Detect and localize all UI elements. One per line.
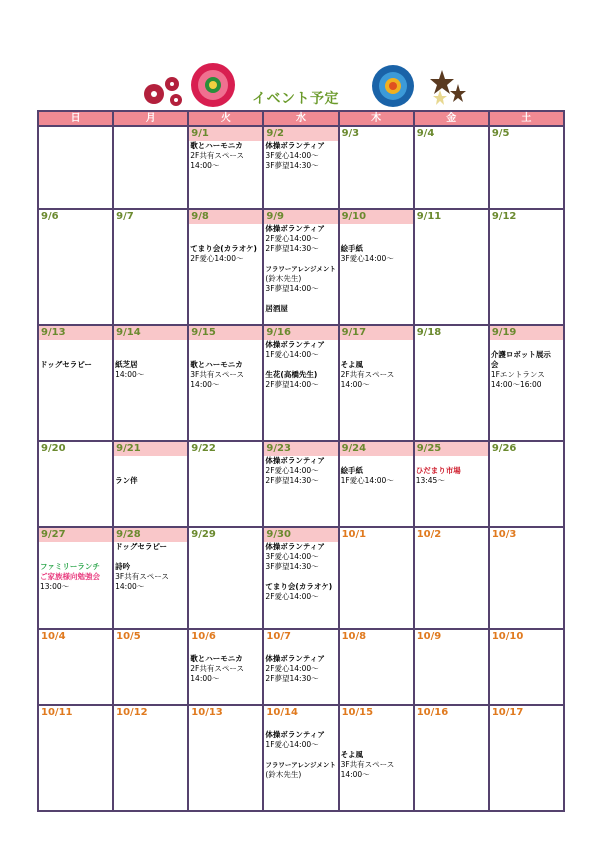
day-cell[interactable]: [414, 325, 489, 441]
day-cell[interactable]: [339, 126, 414, 209]
day-date: 10/9: [416, 631, 442, 642]
event-line: [114, 552, 187, 562]
page-header: [0, 60, 595, 110]
weekday-tue: 火: [188, 111, 263, 126]
day-cell[interactable]: [263, 705, 338, 811]
day-cell[interactable]: [263, 209, 338, 325]
weekday-sat: 土: [489, 111, 564, 126]
event-line: 2F共有スペース: [190, 664, 244, 673]
event-line: 介護ロボット展示: [490, 350, 551, 359]
day-cell[interactable]: [188, 126, 263, 209]
event-line: 13:00～: [40, 582, 70, 591]
day-cell[interactable]: [113, 629, 188, 705]
week-row: [38, 126, 564, 209]
event-line: 1Fエントランス: [490, 370, 545, 379]
week-row: [38, 441, 564, 527]
week-row: [38, 209, 564, 325]
day-date: 9/28: [114, 528, 187, 542]
day-date: 10/1: [341, 529, 367, 540]
event-line: [189, 644, 262, 654]
event-line: [189, 350, 262, 360]
red-dahlia-icon: [190, 62, 236, 108]
day-cell[interactable]: [414, 629, 489, 705]
event-line: そよ風: [340, 750, 364, 759]
dark-star-flower-icon: [428, 68, 468, 108]
day-cell[interactable]: [339, 705, 414, 811]
event-line: 体操ボランティア: [265, 224, 325, 233]
day-date: 9/12: [491, 211, 517, 222]
event-line: 体操ボランティア: [265, 542, 325, 551]
event-line: [264, 254, 337, 264]
day-cell[interactable]: [339, 629, 414, 705]
event-line: てまり会(カラオケ): [190, 244, 257, 253]
day-cell[interactable]: [489, 527, 564, 629]
day-date: 9/4: [416, 128, 435, 139]
day-date: 10/10: [491, 631, 524, 642]
day-date: 9/17: [340, 326, 413, 340]
event-line: 歌とハーモニカ: [190, 141, 243, 150]
event-line: フラワーアレンジメント: [265, 761, 336, 769]
event-line: ファミリーランチ: [40, 562, 100, 571]
event-line: [340, 234, 413, 244]
event-line: 14:00～: [115, 582, 145, 591]
day-cell[interactable]: [113, 441, 188, 527]
event-line: 2F夢望14:30～: [265, 244, 319, 253]
event-line: [39, 350, 112, 360]
event-line: [114, 340, 187, 350]
event-line: 2F愛心14:00～: [265, 234, 319, 243]
day-cell[interactable]: [489, 209, 564, 325]
event-line: 紙芝居: [115, 360, 138, 369]
event-line: 3F共有スペース: [115, 572, 169, 581]
day-date: [114, 127, 187, 141]
day-date: 9/21: [114, 442, 187, 456]
event-line: [264, 572, 337, 582]
day-date: 10/6: [191, 631, 216, 642]
event-line: 2F夢望14:30～: [265, 476, 319, 485]
weekday-mon: 月: [113, 111, 188, 126]
day-cell[interactable]: [188, 629, 263, 705]
event-line: 2F愛心14:00～: [265, 664, 319, 673]
weekday-sun: 日: [38, 111, 113, 126]
day-cell[interactable]: [113, 705, 188, 811]
day-date: 10/13: [191, 707, 223, 718]
weekday-fri: 金: [414, 111, 489, 126]
event-line: [189, 234, 262, 244]
day-date: 10/11: [41, 707, 73, 718]
event-line: 3F共有スペース: [190, 370, 244, 379]
day-date: 9/20: [41, 443, 66, 454]
event-line: 3F夢望14:30～: [265, 161, 319, 170]
event-line: [39, 542, 112, 552]
day-cell[interactable]: [38, 209, 113, 325]
event-line: 14:00～16:00: [490, 380, 542, 389]
day-date: 9/8: [189, 210, 262, 224]
day-date: 9/29: [191, 529, 216, 540]
event-line: 3F夢望14:00～: [265, 284, 319, 293]
day-cell[interactable]: [38, 629, 113, 705]
day-cell[interactable]: [38, 126, 113, 209]
event-line: [264, 360, 337, 370]
day-cell[interactable]: [339, 209, 414, 325]
day-date: 9/19: [490, 326, 563, 340]
event-line: ご家族様向勉強会: [40, 572, 100, 581]
event-line: [114, 466, 187, 476]
event-line: 居酒屋: [265, 304, 288, 313]
day-date: 10/15: [341, 707, 374, 718]
event-line: ドッグセラピー: [115, 542, 168, 551]
day-cell[interactable]: [188, 527, 263, 629]
event-line: [189, 340, 262, 350]
event-line: (鈴木先生): [265, 770, 302, 779]
event-line: 絵手紙: [340, 466, 364, 475]
day-date: 10/2: [416, 529, 442, 540]
day-date: 10/7: [266, 631, 291, 642]
blue-flower-icon: [371, 64, 415, 108]
event-line: 詩吟: [115, 562, 131, 571]
day-date: [39, 127, 112, 141]
day-cell[interactable]: [113, 527, 188, 629]
day-cell[interactable]: [263, 325, 338, 441]
day-date: 9/24: [340, 442, 413, 456]
day-date: 9/6: [41, 211, 59, 222]
day-date: 10/4: [41, 631, 66, 642]
event-line: [340, 224, 413, 234]
event-line: 3F愛心14:00～: [265, 552, 319, 561]
day-date: 9/22: [191, 443, 216, 454]
event-line: [340, 340, 413, 350]
event-line: 13:45～: [415, 476, 445, 485]
day-cell[interactable]: [339, 527, 414, 629]
event-line: 体操ボランティア: [265, 456, 325, 465]
day-date: 9/26: [491, 443, 517, 454]
event-line: [39, 340, 112, 350]
day-date: 9/3: [341, 128, 360, 139]
day-cell[interactable]: [489, 705, 564, 811]
day-cell[interactable]: [339, 441, 414, 527]
day-cell[interactable]: [113, 126, 188, 209]
page-title: イベント予定: [252, 91, 339, 107]
day-date: 10/8: [341, 631, 367, 642]
day-cell[interactable]: [489, 629, 564, 705]
day-date: 9/9: [264, 210, 337, 224]
weekday-thu: 木: [339, 111, 414, 126]
event-line: 歌とハーモニカ: [190, 654, 243, 663]
week-row: [38, 527, 564, 629]
event-line: [340, 730, 413, 740]
week-row: [38, 705, 564, 811]
event-line: 2F夢望14:30～: [265, 674, 319, 683]
day-date: 9/15: [189, 326, 262, 340]
event-line: 2F共有スペース: [340, 370, 395, 379]
event-line: 生花(高橋先生): [265, 370, 318, 379]
day-date: 9/1: [189, 127, 262, 141]
day-date: 9/13: [39, 326, 112, 340]
day-cell[interactable]: [414, 126, 489, 209]
event-line: 3F愛心14:00～: [265, 151, 319, 160]
day-cell[interactable]: [188, 209, 263, 325]
day-date: 10/5: [116, 631, 141, 642]
event-line: 体操ボランティア: [265, 654, 325, 663]
day-cell[interactable]: [263, 126, 338, 209]
event-line: ひだまり市場: [415, 466, 461, 475]
day-date: 10/14: [266, 707, 298, 718]
event-line: (鈴木先生): [265, 274, 302, 283]
day-cell[interactable]: [339, 325, 414, 441]
calendar-body: [38, 126, 564, 811]
day-cell[interactable]: [38, 441, 113, 527]
day-cell[interactable]: [188, 325, 263, 441]
day-cell[interactable]: [263, 629, 338, 705]
day-date: 9/27: [39, 528, 112, 542]
event-line: 3F共有スペース: [340, 760, 395, 769]
week-row: [38, 325, 564, 441]
day-date: 9/18: [416, 327, 442, 338]
day-cell[interactable]: [188, 441, 263, 527]
event-line: ラン伴: [115, 476, 138, 485]
day-cell[interactable]: [38, 527, 113, 629]
day-date: 9/10: [340, 210, 413, 224]
day-date: 10/3: [491, 529, 517, 540]
day-cell[interactable]: [414, 527, 489, 629]
day-date: 10/12: [116, 707, 148, 718]
day-cell[interactable]: [414, 209, 489, 325]
event-line: ドッグセラピー: [40, 360, 92, 369]
day-date: 9/25: [415, 442, 488, 456]
event-line: 14:00～: [190, 674, 220, 683]
day-cell[interactable]: [113, 209, 188, 325]
small-red-flower-icon: [142, 74, 188, 108]
event-line: 14:00～: [190, 380, 220, 389]
event-line: 2F愛心14:00～: [265, 592, 319, 601]
event-line: 14:00～: [115, 370, 145, 379]
day-cell[interactable]: [414, 441, 489, 527]
event-line: 14:00～: [190, 161, 220, 170]
day-cell[interactable]: [38, 705, 113, 811]
event-line: [114, 456, 187, 466]
day-date: 10/16: [416, 707, 449, 718]
day-date: 9/30: [264, 528, 337, 542]
event-line: [340, 740, 413, 750]
event-line: [114, 350, 187, 360]
day-cell[interactable]: [38, 325, 113, 441]
event-line: 会: [490, 360, 499, 369]
event-line: 3F夢望14:30～: [265, 562, 319, 571]
event-line: [264, 720, 337, 730]
event-line: てまり会(カラオケ): [265, 582, 333, 591]
event-line: 体操ボランティア: [265, 730, 325, 739]
day-date: 9/11: [416, 211, 442, 222]
event-line: [264, 644, 337, 654]
event-line: 1F愛心14:00～: [340, 476, 394, 485]
event-line: 1F愛心14:00～: [265, 740, 319, 749]
day-cell[interactable]: [113, 325, 188, 441]
event-line: [340, 456, 413, 466]
event-line: [490, 340, 563, 350]
event-line: [39, 552, 112, 562]
week-row: [38, 629, 564, 705]
event-line: そよ風: [340, 360, 364, 369]
event-line: [264, 750, 337, 760]
event-line: 絵手紙: [340, 244, 364, 253]
event-line: 2F夢望14:00～: [265, 380, 319, 389]
event-line: 1F愛心14:00～: [265, 350, 319, 359]
day-cell[interactable]: [414, 705, 489, 811]
day-cell[interactable]: [489, 126, 564, 209]
day-cell[interactable]: [489, 325, 564, 441]
calendar-table: [37, 110, 565, 812]
event-line: 14:00～: [340, 770, 370, 779]
event-line: 2F共有スペース: [190, 151, 244, 160]
event-line: [340, 720, 413, 730]
weekday-wed: 水: [263, 111, 338, 126]
event-line: [415, 456, 488, 466]
event-line: [340, 350, 413, 360]
day-date: 9/5: [491, 128, 510, 139]
day-cell[interactable]: [489, 441, 564, 527]
weekday-header-row: [38, 111, 564, 126]
day-date: 9/23: [264, 442, 337, 456]
event-line: 3F愛心14:00～: [340, 254, 394, 263]
day-cell[interactable]: [188, 705, 263, 811]
event-line: 歌とハーモニカ: [190, 360, 243, 369]
day-date: 9/2: [264, 127, 337, 141]
event-line: フラワーアレンジメント: [265, 265, 336, 273]
event-line: 2F愛心14:00～: [265, 466, 319, 475]
event-line: 14:00～: [340, 380, 370, 389]
day-cell[interactable]: [263, 441, 338, 527]
day-cell[interactable]: [263, 527, 338, 629]
day-date: 9/16: [264, 326, 337, 340]
event-line: 2F愛心14:00～: [190, 254, 244, 263]
day-date: 9/14: [114, 326, 187, 340]
day-date: 10/17: [491, 707, 524, 718]
event-line: 体操ボランティア: [265, 340, 325, 349]
day-date: 9/7: [116, 211, 134, 222]
event-line: [189, 224, 262, 234]
event-line: [264, 294, 337, 304]
event-line: 体操ボランティア: [265, 141, 325, 150]
